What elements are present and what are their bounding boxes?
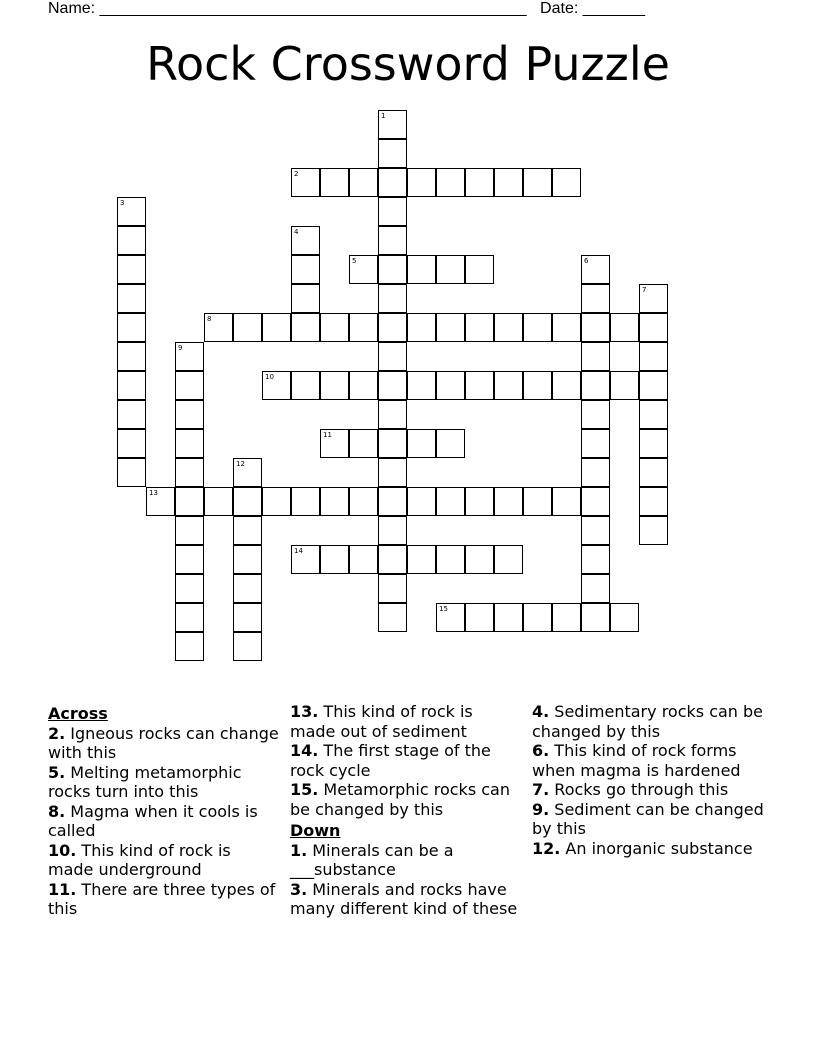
grid-cell[interactable] bbox=[407, 313, 436, 342]
clue-number: 8. bbox=[48, 801, 66, 821]
grid-cell[interactable] bbox=[639, 342, 668, 371]
clue-number: 1. bbox=[290, 840, 308, 860]
cell-number: 10 bbox=[265, 373, 274, 381]
grid-cell[interactable] bbox=[465, 487, 494, 516]
grid-cell[interactable] bbox=[407, 429, 436, 458]
grid-cell[interactable] bbox=[349, 313, 378, 342]
grid-cell[interactable] bbox=[581, 487, 610, 516]
grid-cell[interactable] bbox=[523, 603, 552, 632]
grid-cell[interactable] bbox=[436, 487, 465, 516]
grid-cell[interactable] bbox=[610, 313, 639, 342]
grid-cell[interactable] bbox=[117, 197, 146, 226]
grid-cell[interactable] bbox=[581, 545, 610, 574]
grid-cell[interactable] bbox=[349, 168, 378, 197]
grid-cell[interactable] bbox=[233, 487, 262, 516]
grid-cell[interactable] bbox=[204, 313, 233, 342]
grid-cell[interactable] bbox=[378, 487, 407, 516]
clue-text: Minerals can be a ___substance bbox=[290, 840, 454, 879]
clue-number: 3. bbox=[290, 879, 308, 899]
grid-cell[interactable] bbox=[320, 429, 349, 458]
clue-down-3 bbox=[290, 880, 522, 919]
cell-number: 6 bbox=[584, 257, 589, 265]
clues-column-1 bbox=[48, 702, 280, 919]
grid-cell[interactable] bbox=[523, 487, 552, 516]
grid-cell[interactable] bbox=[581, 458, 610, 487]
clue-across-10 bbox=[48, 841, 280, 880]
grid-cell[interactable] bbox=[378, 139, 407, 168]
grid-cell[interactable] bbox=[581, 342, 610, 371]
clue-down-9 bbox=[532, 800, 764, 839]
grid-cell[interactable] bbox=[175, 400, 204, 429]
clue-text: There are three types of this bbox=[48, 879, 276, 918]
grid-cell[interactable] bbox=[552, 168, 581, 197]
cell-number: 4 bbox=[294, 228, 299, 236]
grid-cell[interactable] bbox=[117, 255, 146, 284]
grid-cell[interactable] bbox=[523, 168, 552, 197]
grid-cell[interactable] bbox=[291, 487, 320, 516]
grid-cell[interactable] bbox=[523, 313, 552, 342]
grid-cell[interactable] bbox=[378, 545, 407, 574]
clue-text: Sediment can be changed by this bbox=[532, 799, 764, 838]
clue-number: 14. bbox=[290, 741, 319, 760]
clue-down-6 bbox=[532, 741, 764, 780]
grid-cell[interactable] bbox=[175, 487, 204, 516]
clue-across-8 bbox=[48, 802, 280, 841]
grid-cell[interactable] bbox=[291, 255, 320, 284]
grid-cell[interactable] bbox=[146, 487, 175, 516]
grid-cell[interactable] bbox=[378, 458, 407, 487]
grid-cell[interactable] bbox=[407, 371, 436, 400]
grid-cell[interactable] bbox=[349, 487, 378, 516]
grid-cell[interactable] bbox=[175, 516, 204, 545]
grid-cell[interactable] bbox=[262, 487, 291, 516]
grid-cell[interactable] bbox=[465, 545, 494, 574]
clue-number: 2. bbox=[48, 723, 66, 743]
grid-cell[interactable] bbox=[378, 313, 407, 342]
cell-number: 15 bbox=[439, 605, 448, 613]
grid-cell[interactable] bbox=[552, 603, 581, 632]
grid-cell[interactable] bbox=[581, 516, 610, 545]
grid-cell[interactable] bbox=[117, 371, 146, 400]
grid-cell[interactable] bbox=[436, 313, 465, 342]
cell-number: 5 bbox=[352, 257, 357, 265]
grid-cell[interactable] bbox=[407, 168, 436, 197]
grid-cell[interactable] bbox=[581, 284, 610, 313]
grid-cell[interactable] bbox=[291, 545, 320, 574]
grid-cell[interactable] bbox=[523, 371, 552, 400]
grid-cell[interactable] bbox=[378, 197, 407, 226]
grid-cell[interactable] bbox=[291, 168, 320, 197]
grid-cell[interactable] bbox=[581, 603, 610, 632]
grid-cell[interactable] bbox=[639, 313, 668, 342]
clue-number: 12. bbox=[532, 838, 561, 858]
grid-cell[interactable] bbox=[378, 342, 407, 371]
grid-cell[interactable] bbox=[552, 371, 581, 400]
grid-cell[interactable] bbox=[610, 603, 639, 632]
grid-cell[interactable] bbox=[639, 429, 668, 458]
grid-cell[interactable] bbox=[175, 342, 204, 371]
clue-number: 5. bbox=[48, 762, 66, 782]
grid-cell[interactable] bbox=[233, 458, 262, 487]
grid-cell[interactable] bbox=[581, 429, 610, 458]
clue-text: Sedimentary rocks can be changed by this bbox=[532, 702, 764, 741]
clue-across-2 bbox=[48, 724, 280, 763]
grid-cell[interactable] bbox=[465, 371, 494, 400]
grid-cell[interactable] bbox=[552, 487, 581, 516]
clue-number: 10. bbox=[48, 840, 77, 860]
grid-cell[interactable] bbox=[581, 371, 610, 400]
grid-cell[interactable] bbox=[581, 400, 610, 429]
grid-cell[interactable] bbox=[465, 255, 494, 284]
worksheet-header bbox=[48, 0, 748, 18]
grid-cell[interactable] bbox=[465, 603, 494, 632]
clue-text: Minerals and rocks have many different kind of these bbox=[290, 879, 518, 918]
grid-cell[interactable] bbox=[378, 168, 407, 197]
name-blank[interactable]: ________________________________________________ bbox=[99, 0, 527, 17]
clue-across-15 bbox=[290, 780, 522, 819]
grid-cell[interactable] bbox=[349, 255, 378, 284]
grid-cell[interactable] bbox=[233, 603, 262, 632]
clue-number: 11. bbox=[48, 879, 77, 899]
grid-cell[interactable] bbox=[175, 574, 204, 603]
grid-cell[interactable] bbox=[349, 371, 378, 400]
grid-cell[interactable] bbox=[175, 545, 204, 574]
clue-across-5 bbox=[48, 763, 280, 802]
grid-cell[interactable] bbox=[639, 458, 668, 487]
grid-cell[interactable] bbox=[581, 313, 610, 342]
date-label: Date: bbox=[540, 0, 579, 17]
clue-number: 7. bbox=[532, 780, 550, 799]
grid-cell[interactable] bbox=[291, 226, 320, 255]
grid-cell[interactable] bbox=[436, 429, 465, 458]
grid-cell[interactable] bbox=[378, 371, 407, 400]
grid-cell[interactable] bbox=[407, 255, 436, 284]
down-heading: Down bbox=[290, 821, 341, 840]
clue-down-12 bbox=[532, 839, 764, 859]
grid-cell[interactable] bbox=[378, 284, 407, 313]
clue-text: Melting metamorphic rocks turn into this bbox=[48, 762, 242, 801]
grid-cell[interactable] bbox=[639, 371, 668, 400]
grid-cell[interactable] bbox=[262, 371, 291, 400]
grid-cell[interactable] bbox=[610, 371, 639, 400]
clues-column-2 bbox=[290, 702, 522, 919]
grid-cell[interactable] bbox=[175, 371, 204, 400]
clue-down-1 bbox=[290, 841, 522, 880]
grid-cell[interactable] bbox=[494, 603, 523, 632]
clue-text: The first stage of the rock cycle bbox=[290, 741, 491, 780]
grid-cell[interactable] bbox=[117, 284, 146, 313]
cell-number: 8 bbox=[207, 315, 212, 323]
grid-cell[interactable] bbox=[639, 516, 668, 545]
clue-across-11 bbox=[48, 880, 280, 919]
clue-number: 6. bbox=[532, 741, 550, 760]
grid-cell[interactable] bbox=[407, 545, 436, 574]
grid-cell[interactable] bbox=[349, 429, 378, 458]
clue-text: Magma when it cools is called bbox=[48, 801, 258, 840]
cell-number: 7 bbox=[642, 286, 647, 294]
grid-cell[interactable] bbox=[117, 429, 146, 458]
clue-text: An inorganic substance bbox=[560, 838, 753, 858]
grid-cell[interactable] bbox=[378, 574, 407, 603]
clue-text: Igneous rocks can change with this bbox=[48, 723, 279, 762]
clue-text: This kind of rock forms when magma is hardened bbox=[532, 741, 741, 780]
grid-cell[interactable] bbox=[233, 574, 262, 603]
grid-cell[interactable] bbox=[204, 487, 233, 516]
grid-cell[interactable] bbox=[175, 429, 204, 458]
cell-number: 13 bbox=[149, 489, 158, 497]
grid-cell[interactable] bbox=[436, 255, 465, 284]
grid-cell[interactable] bbox=[117, 313, 146, 342]
grid-cell[interactable] bbox=[291, 313, 320, 342]
grid-cell[interactable] bbox=[262, 313, 291, 342]
grid-cell[interactable] bbox=[291, 284, 320, 313]
grid-cell[interactable] bbox=[378, 516, 407, 545]
cell-number: 14 bbox=[294, 547, 303, 555]
cell-number: 9 bbox=[178, 344, 183, 352]
grid-cell[interactable] bbox=[494, 545, 523, 574]
grid-cell[interactable] bbox=[494, 168, 523, 197]
grid-cell[interactable] bbox=[378, 429, 407, 458]
name-label: Name: bbox=[48, 0, 96, 17]
grid-cell[interactable] bbox=[436, 603, 465, 632]
date-blank[interactable]: _______ bbox=[582, 0, 646, 17]
grid-cell[interactable] bbox=[320, 545, 349, 574]
clue-text: This kind of rock is made underground bbox=[48, 840, 231, 879]
grid-cell[interactable] bbox=[378, 400, 407, 429]
grid-cell[interactable] bbox=[378, 110, 407, 139]
clue-across-13 bbox=[290, 702, 522, 741]
grid-cell[interactable] bbox=[436, 545, 465, 574]
grid-cell[interactable] bbox=[291, 371, 320, 400]
grid-cell[interactable] bbox=[552, 313, 581, 342]
grid-cell[interactable] bbox=[233, 545, 262, 574]
grid-cell[interactable] bbox=[378, 226, 407, 255]
clue-across-14 bbox=[290, 741, 522, 780]
clue-number: 15. bbox=[290, 780, 319, 799]
grid-cell[interactable] bbox=[436, 168, 465, 197]
grid-cell[interactable] bbox=[320, 313, 349, 342]
page-title: Rock Crossword Puzzle bbox=[146, 37, 670, 91]
grid-cell[interactable] bbox=[465, 168, 494, 197]
across-heading: Across bbox=[48, 704, 108, 723]
grid-cell[interactable] bbox=[378, 255, 407, 284]
grid-cell[interactable] bbox=[494, 313, 523, 342]
clue-down-7 bbox=[532, 780, 764, 800]
grid-cell[interactable] bbox=[581, 574, 610, 603]
clue-text: Metamorphic rocks can be changed by this bbox=[290, 780, 510, 819]
grid-cell[interactable] bbox=[233, 516, 262, 545]
clue-number: 9. bbox=[532, 799, 550, 819]
grid-cell[interactable] bbox=[233, 632, 262, 661]
grid-cell[interactable] bbox=[233, 313, 262, 342]
grid-cell[interactable] bbox=[175, 603, 204, 632]
clue-number: 4. bbox=[532, 702, 550, 721]
grid-cell[interactable] bbox=[465, 313, 494, 342]
grid-cell[interactable] bbox=[175, 458, 204, 487]
grid-cell[interactable] bbox=[175, 632, 204, 661]
grid-cell[interactable] bbox=[639, 487, 668, 516]
grid-cell[interactable] bbox=[494, 487, 523, 516]
grid-cell[interactable] bbox=[407, 487, 436, 516]
cell-number: 1 bbox=[381, 112, 386, 120]
clue-text: Rocks go through this bbox=[549, 780, 729, 799]
grid-cell[interactable] bbox=[639, 284, 668, 313]
grid-cell[interactable] bbox=[117, 342, 146, 371]
grid-cell[interactable] bbox=[320, 168, 349, 197]
grid-cell[interactable] bbox=[320, 371, 349, 400]
grid-cell[interactable] bbox=[117, 226, 146, 255]
cell-number: 2 bbox=[294, 170, 299, 178]
clue-down-4 bbox=[532, 702, 764, 741]
grid-cell[interactable] bbox=[436, 371, 465, 400]
grid-cell[interactable] bbox=[581, 255, 610, 284]
clue-number: 13. bbox=[290, 702, 319, 721]
grid-cell[interactable] bbox=[349, 545, 378, 574]
cell-number: 11 bbox=[323, 431, 332, 439]
grid-cell[interactable] bbox=[117, 400, 146, 429]
grid-cell[interactable] bbox=[117, 458, 146, 487]
grid-cell[interactable] bbox=[378, 603, 407, 632]
cell-number: 3 bbox=[120, 199, 125, 207]
cell-number: 12 bbox=[236, 460, 245, 468]
clue-text: This kind of rock is made out of sediment bbox=[290, 702, 473, 741]
grid-cell[interactable] bbox=[639, 400, 668, 429]
grid-cell[interactable] bbox=[494, 371, 523, 400]
clues-column-3 bbox=[532, 702, 764, 858]
grid-cell[interactable] bbox=[320, 487, 349, 516]
